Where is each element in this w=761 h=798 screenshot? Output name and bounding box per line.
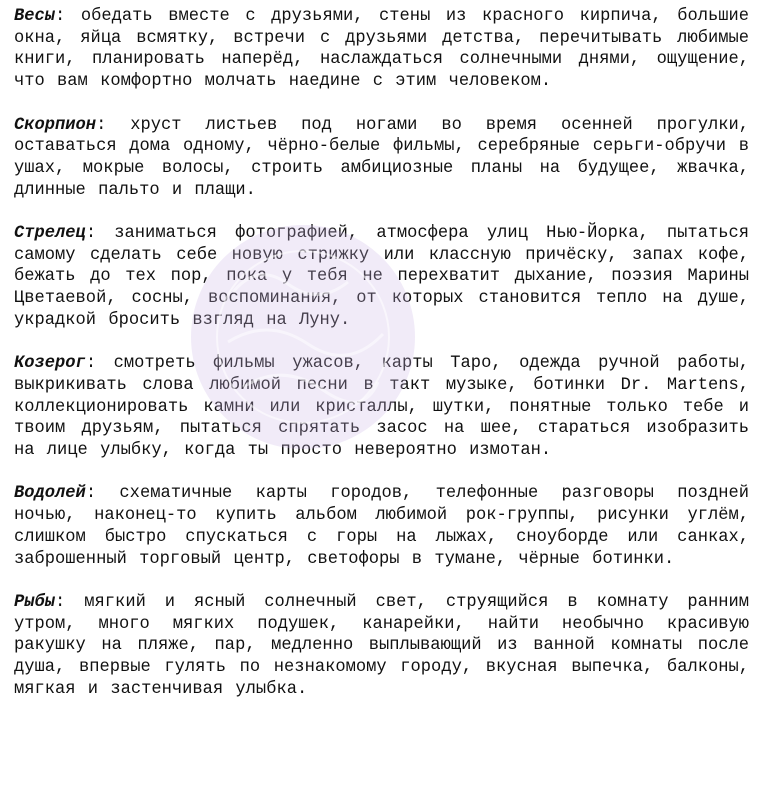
zodiac-entry-capricorn xyxy=(14,353,749,462)
entry-separator: : xyxy=(55,7,81,26)
entry-text: хруст листьев под ногами во время осенней прогулки, оставаться дома одному, чёрно-белые фильмы, серебряные серьги-обручи в ушах, мокрые волосы, строить амбициозные планы на будущее, жвачка, длинные пальто и плащи. xyxy=(14,115,749,200)
entry-separator: : xyxy=(55,592,85,612)
entry-text: мягкий и ясный солнечный свет, струящийся в комнату ранним утром, много мягких подушек, канарейки, найти необычно красивую ракушку на пляже, пар, медленно выплывающий из ванной комнаты после душа, впервые гулять по незнакомому городу, вкусная выпечка, балконы, мягкая и застенчивая улыбка. xyxy=(14,592,749,699)
entry-separator: : xyxy=(85,354,114,374)
zodiac-sign-label: Рыбы xyxy=(14,592,56,612)
zodiac-sign-label: Козерог xyxy=(14,354,86,374)
zodiac-sign-label: Скорпион xyxy=(14,115,97,135)
zodiac-sign-label: Стрелец xyxy=(14,224,86,243)
entry-text: смотреть фильмы ужасов, карты Таро, одежда ручной работы, выкрикивать слова любимой песни в такт музыке, ботинки Dr. Martens, коллекционировать камни или кристаллы, шутки, понятные только тебе и твоим друзьям, пытаться спрятать засос на шее, стараться изобразить на лице улыбку, когда ты просто невероятно измотан. xyxy=(14,354,749,461)
zodiac-sign-label: Весы xyxy=(14,7,56,26)
entry-text: заниматься фотографией, атмосфера улиц Нью-Йорка, пытаться самому сделать себе новую стрижку или классную причёску, запах кофе, бежать до тех пор, пока у тебя не перехватит дыхание, поэзия Марины Цветаевой, сосны, воспоминания, от которых становится тепло на душе, украдкой бросить взгляд на Луну. xyxy=(14,224,749,330)
zodiac-entry-libra xyxy=(14,6,749,93)
entry-text: обедать вместе с друзьями, стены из красного кирпича, большие окна, яйца всмятку, встречи с друзьями детства, перечитывать любимые книги, планировать наперёд, наслаждаться солнечными днями, ощущение, что вам комфортно молчать наедине с этим человеком. xyxy=(14,7,749,92)
entry-separator: : xyxy=(85,484,120,504)
zodiac-sign-label: Водолей xyxy=(14,484,86,504)
entry-separator: : xyxy=(85,224,115,243)
entry-separator: : xyxy=(96,115,131,135)
zodiac-entry-sagittarius xyxy=(14,223,749,332)
zodiac-entry-scorpio xyxy=(14,115,749,202)
entry-text: схематичные карты городов, телефонные разговоры поздней ночью, наконец-то купить альбом любимой рок-группы, рисунки углём, слишком быстро спускаться с горы на лыжах, сноуборде или санках, заброшенный торговый центр, светофоры в тумане, чёрные ботинки. xyxy=(14,484,749,569)
zodiac-entry-aquarius xyxy=(14,483,749,570)
zodiac-entry-pisces xyxy=(14,592,749,701)
